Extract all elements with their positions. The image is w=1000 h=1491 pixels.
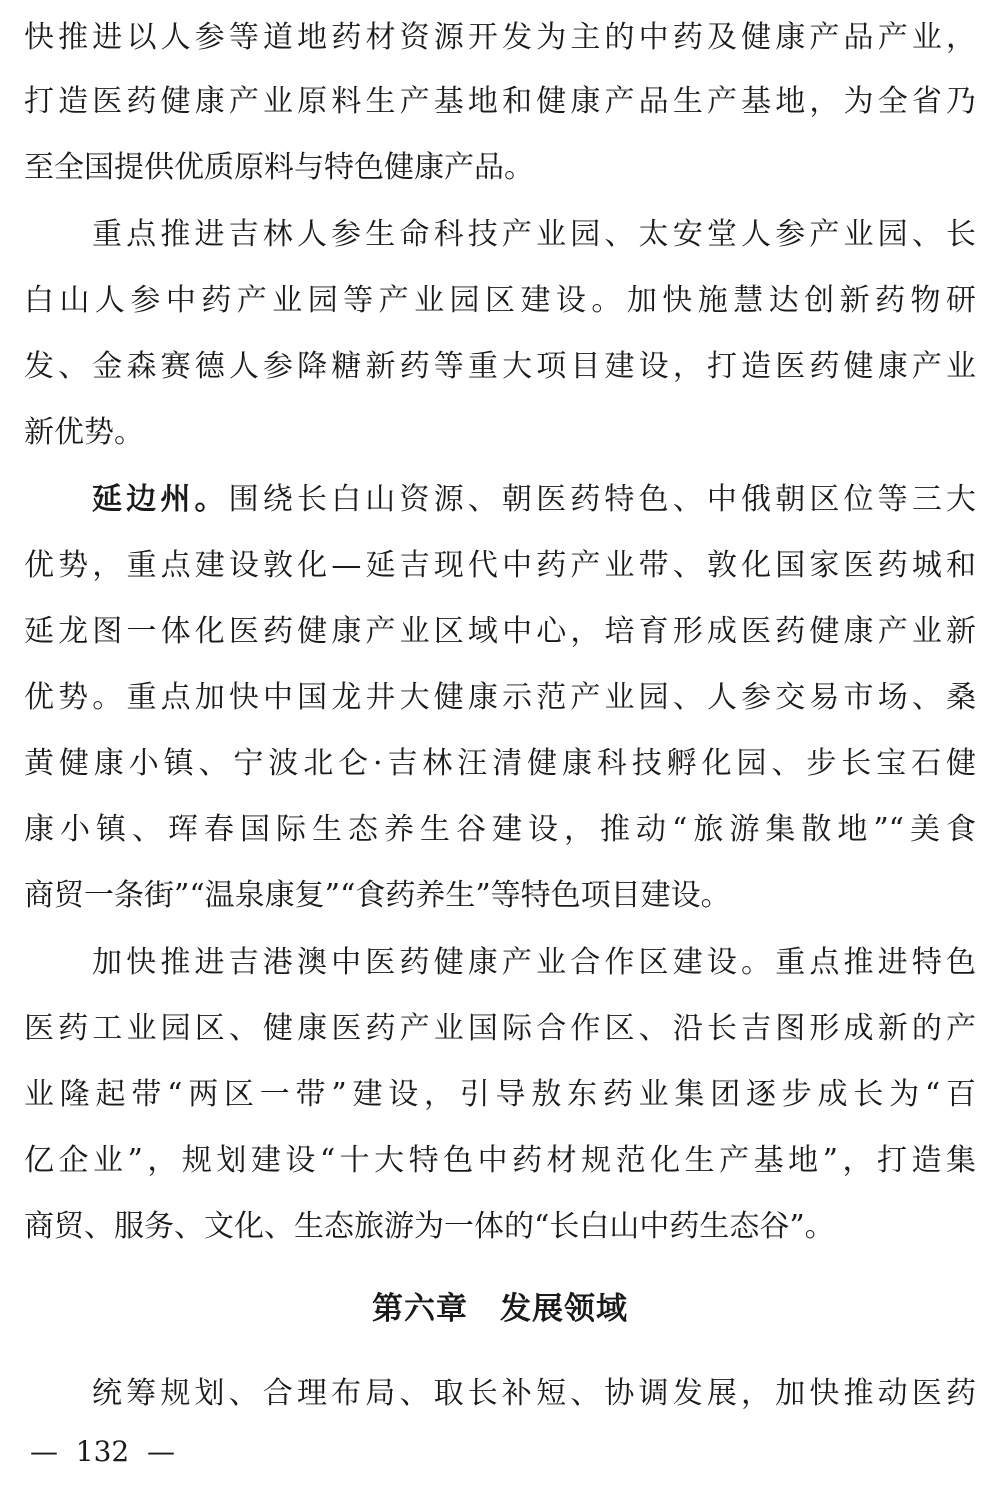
text-line: 统筹规划、合理布局、取长补短、协调发展，加快推动医药 <box>92 1376 976 1411</box>
text-run: 围绕长白山资源、朝医药特色、中俄朝区位等三大 <box>228 482 976 517</box>
text-line: 加快推进吉港澳中医药健康产业合作区建设。重点推进特色 <box>92 945 976 980</box>
text-line: 重点推进吉林人参生命科技产业园、太安堂人参产业园、长 <box>92 217 976 252</box>
text-line: 商贸一条街”“温泉康复”“食药养生”等特色项目建设。 <box>24 878 731 913</box>
text-line: 发、金森赛德人参降糖新药等重大项目建设，打造医药健康产业 <box>24 349 976 384</box>
text-line: 优势。重点加快中国龙井大健康示范产业园、人参交易市场、桑 <box>24 680 976 715</box>
text-line: 至全国提供优质原料与特色健康产品。 <box>24 150 534 185</box>
text-line: 白山人参中药产业园等产业园区建设。加快施慧达创新药物研 <box>24 283 976 318</box>
text-line: 新优势。 <box>24 415 144 450</box>
text-line: 业隆起带“两区一带”建设，引导敖东药业集团逐步成长为“百 <box>24 1077 976 1112</box>
chapter-title: 第六章 发展领域 <box>372 1291 628 1327</box>
text-line: 亿企业”，规划建设“十大特色中药材规范化生产基地”，打造集 <box>24 1143 976 1178</box>
text-line: 延龙图一体化医药健康产业区域中心，培育形成医药健康产业新 <box>24 614 976 649</box>
text-line <box>92 478 976 522</box>
page-number: — 132 — <box>30 1435 176 1468</box>
section-lead: 延边州。 <box>92 482 229 517</box>
text-line: 优势，重点建设敦化—延吉现代中药产业带、敦化国家医药城和 <box>24 548 976 583</box>
text-line: 商贸、服务、文化、生态旅游为一体的“长白山中药生态谷”。 <box>24 1209 835 1244</box>
text-line: 康小镇、珲春国际生态养生谷建设，推动“旅游集散地”“美食 <box>24 812 976 847</box>
text-line: 快推进以人参等道地药材资源开发为主的中药及健康产品产业， <box>24 20 976 55</box>
text-line: 医药工业园区、健康医药产业国际合作区、沿长吉图形成新的产 <box>24 1011 976 1046</box>
text-line: 打造医药健康产业原料生产基地和健康产品生产基地，为全省乃 <box>24 84 976 119</box>
text-line: 黄健康小镇、宁波北仑·吉林汪清健康科技孵化园、步长宝石健 <box>24 746 976 781</box>
